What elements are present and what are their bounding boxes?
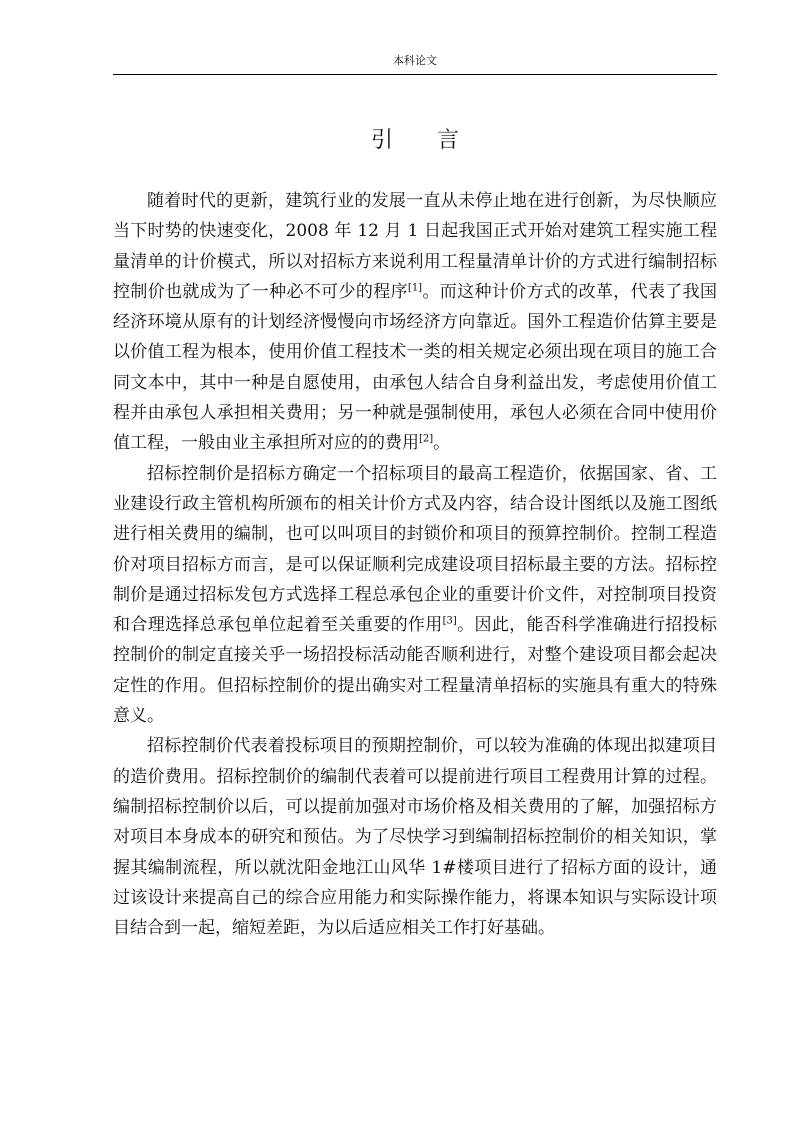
paragraph-2 xyxy=(113,459,717,732)
citation-ref: [1] xyxy=(407,282,423,294)
paragraph-text: 随着时代的更新，建筑行业的发展一直从未停止地在进行创新，为尽快顺应当下时势的快速变化，2008 年 12 月 1 日起我国正式开始对建筑工程实施工程量清单的计价模式，所以对招标方来说利用工程量清单计价的方式进行编制招标控制价也就成为了一种必不可少的程序 xyxy=(113,191,717,302)
body-text xyxy=(113,186,717,943)
section-title: 引言 xyxy=(370,128,503,153)
paragraph-text: 。 xyxy=(433,433,451,454)
citation-ref: [2] xyxy=(419,433,434,445)
paragraph-text: 。因此，能否科学准确进行招投标控制价的制定直接关乎一场招投标活动能否顺利进行，对整个建设项目都会起决定性的作用。但招标控制价的提出确实对工程量清单招标的实施具有重大的特殊意义。 xyxy=(113,615,717,727)
header-label: 本科论文 xyxy=(393,54,437,67)
paragraph-text: 。而这种计价方式的改革，代表了我国经济环境从原有的计划经济慢慢向市场经济方向靠近。国外工程造价估算主要是以价值工程为根本，使用价值工程技术一类的相关规定必须出现在项目的施工合同文本中，其中一种是自愿使用，由承包人结合自身利益出发，考虑使用价值工程并由承包人承担相关费用；另一种就是强制使用，承包人必须在合同中使用价值工程，一般由业主承担所对应的的费用 xyxy=(113,281,718,454)
paragraph-3 xyxy=(113,731,717,943)
page-header xyxy=(113,54,717,75)
paragraph-1 xyxy=(113,186,717,459)
paragraph-text: 招标控制价代表着投标项目的预期控制价，可以较为准确的体现出拟建项目的造价费用。招标控制价的编制代表着可以提前进行项目工程费用计算的过程。编制招标控制价以后，可以提前加强对市场价格及相关费用的了解，加强招标方对项目本身成本的研究和预估。为了尽快学习到编制招标控制价的相关知识，掌握其编制流程，所以就沈阳金地江山风华 1#楼项目进行了招标方面的设计，通过该设计来提高自己的综合应用能力和实际操作能力，将课本知识与实际设计项目结合到一起，缩短差距，为以后适应相关工作打好基础。 xyxy=(113,736,717,939)
paragraph-text: 招标控制价是招标方确定一个招标项目的最高工程造价，依据国家、省、工业建设行政主管机构所颁布的相关计价方式及内容，结合设计图纸以及施工图纸进行相关费用的编制，也可以叫项目的封锁价和项目的预算控制价。控制工程造价对项目招标方而言，是可以保证顺利完成建设项目招标最主要的方法。招标控制价是通过招标发包方式选择工程总承包企业的重要计价文件，对控制项目投资和合理选择总承包单位起着至关重要的作用 xyxy=(113,463,717,636)
citation-ref: [3] xyxy=(442,615,457,627)
